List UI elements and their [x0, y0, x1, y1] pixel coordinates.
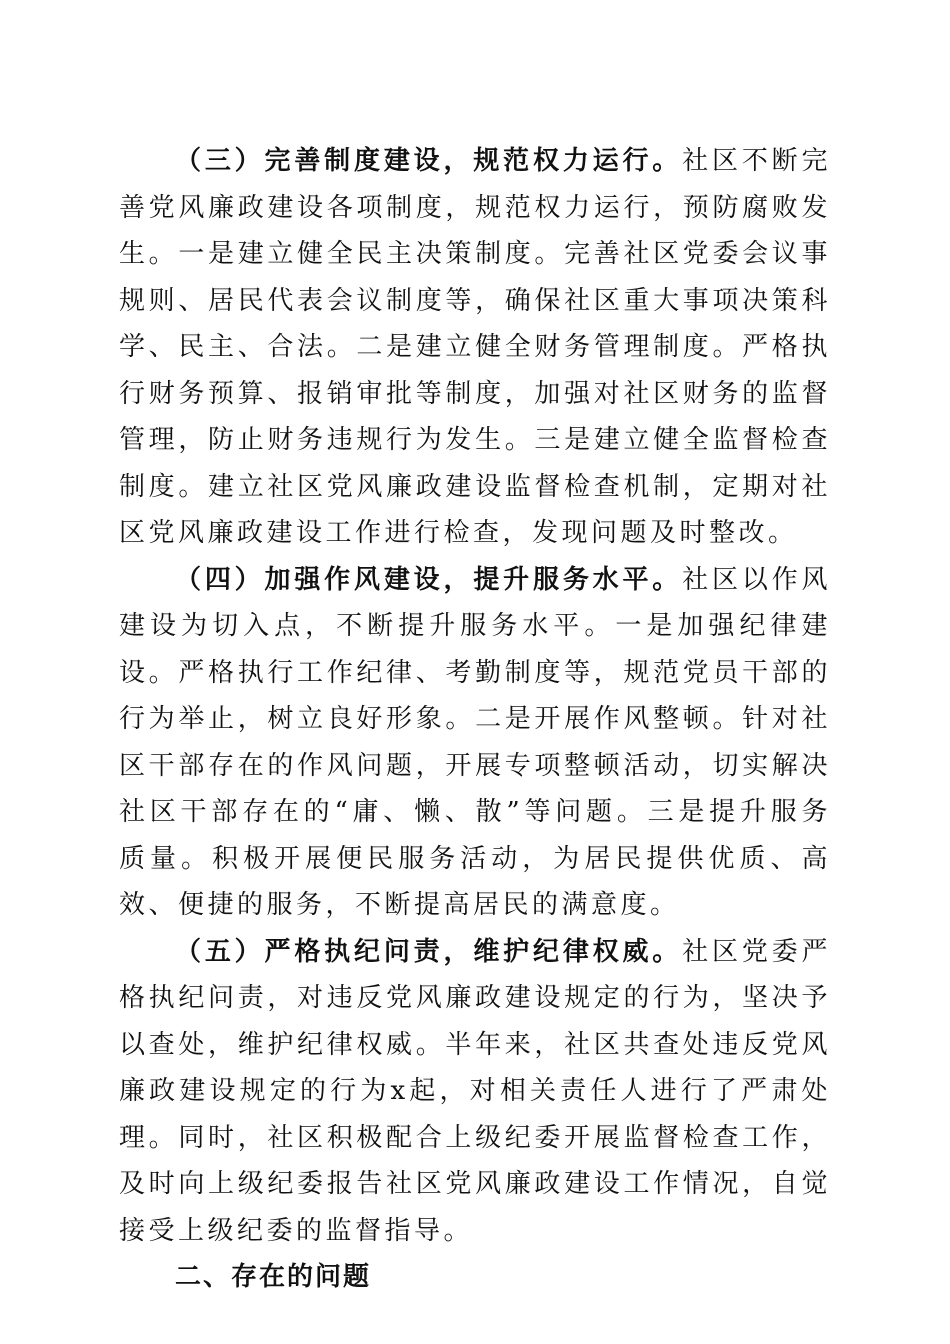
paragraph-text: 社区党委严格执纪问责，对违反党风廉政建设规定的行为，坚决予以查处，维护纪律权威。半年来，社区共查处违反党风廉政建设规定的行为x起，对相关责任人进行了严肃处理。同时，社区积极配合上级纪委开展监督检查工作，及时向上级纪委报告社区党风廉政建设工作情况，自觉接受上级纪委的监督指导。 — [119, 936, 831, 1246]
paragraph-text: 社区以作风建设为切入点，不断提升服务水平。一是加强纪律建设。严格执行工作纪律、考勤制度等，规范党员干部的行为举止，树立良好形象。二是开展作风整顿。针对社区干部存在的作风问题，开展专项整顿活动，切实解决社区干部存在的“庸、懒、散”等问题。三是提升服务质量。积极开展便民服务活动，为居民提供优质、高效、便捷的服务，不断提高居民的满意度。 — [119, 564, 831, 920]
paragraph-lead: （三）完善制度建设，规范权力运行。 — [175, 146, 683, 176]
paragraph-lead: （四）加强作风建设，提升服务水平。 — [175, 564, 683, 595]
paragraph-lead: （五）严格执纪问责，维护纪律权威。 — [175, 936, 683, 967]
document-body — [119, 138, 831, 1301]
section-heading: 二、存在的问题 — [175, 1262, 372, 1292]
paragraph-section-4 — [119, 557, 831, 929]
paragraph-section-3 — [119, 138, 831, 557]
paragraph-section-5 — [119, 929, 831, 1255]
paragraph-text: 社区不断完善党风廉政建设各项制度，规范权力运行，预防腐败发生。一是建立健全民主决策制度。完善社区党委会议事规则、居民代表会议制度等，确保社区重大事项决策科学、民主、合法。二是建立健全财务管理制度。严格执行财务预算、报销审批等制度，加强对社区财务的监督管理，防止财务违规行为发生。三是建立健全监督检查制度。建立社区党风廉政建设监督检查机制，定期对社区党风廉政建设工作进行检查，发现问题及时整改。 — [119, 146, 831, 548]
